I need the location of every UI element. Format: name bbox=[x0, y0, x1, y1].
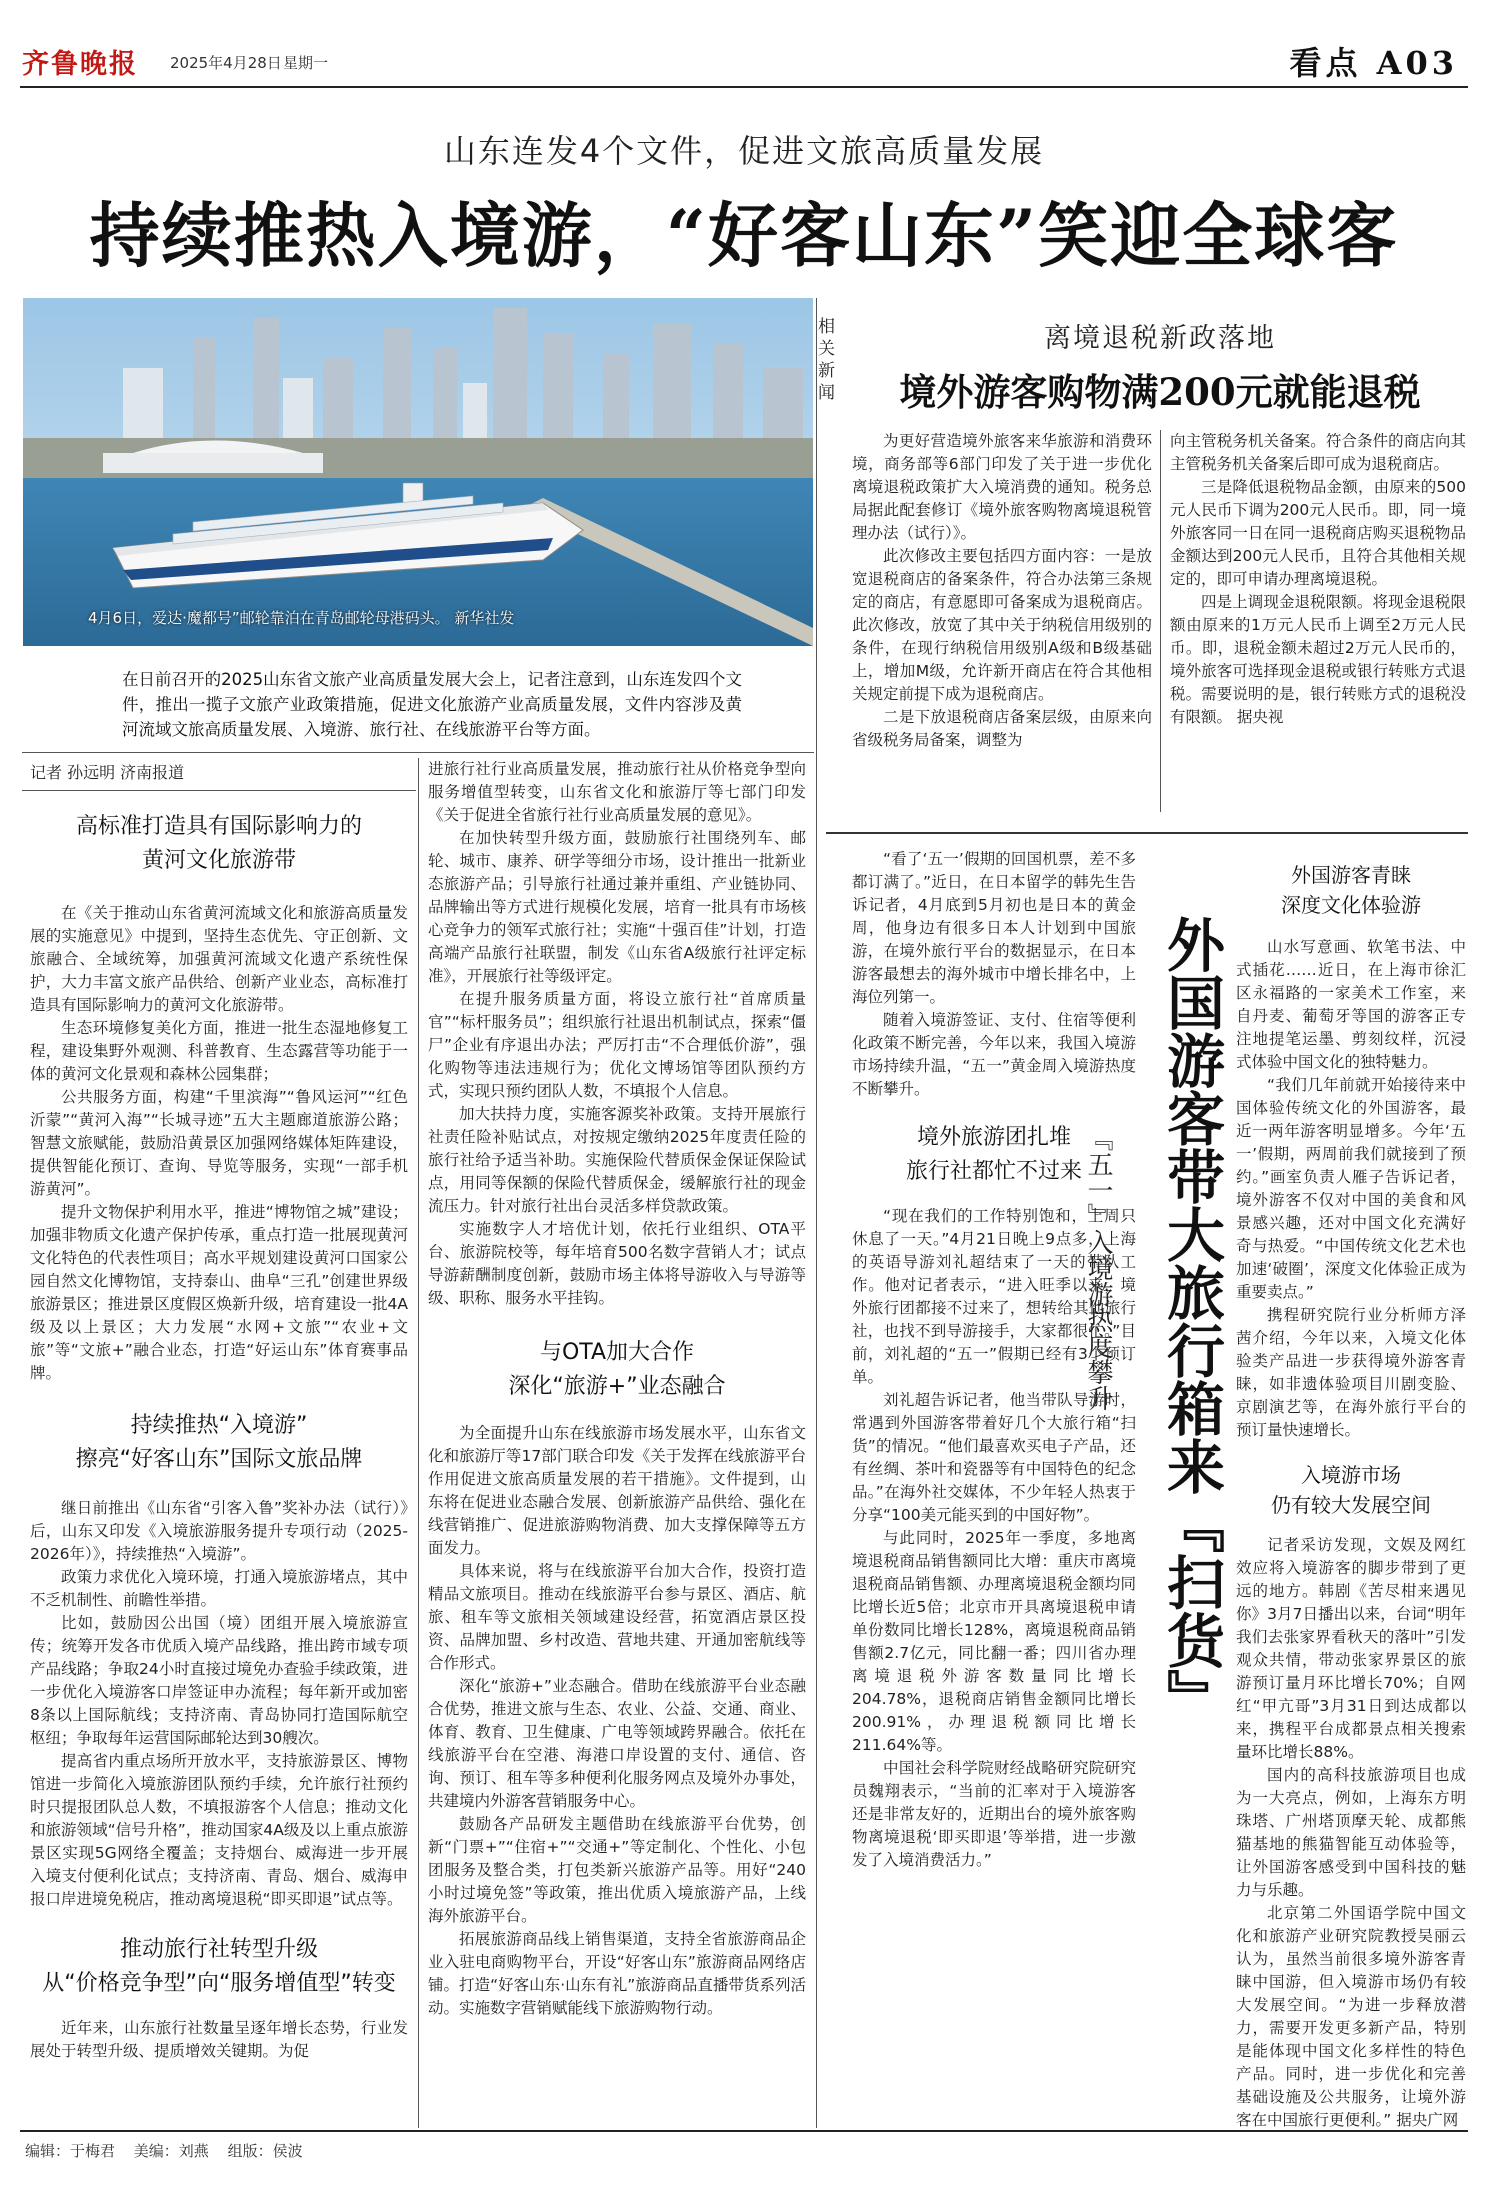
editor-credit: 编辑：于梅君 bbox=[25, 2142, 116, 2160]
designer-credit: 美编：刘燕 bbox=[133, 2142, 209, 2160]
article-body bbox=[30, 2017, 408, 2063]
paragraph: 四是上调现金退税限额。将现金退税限额由原来的1万元人民币上调至2万元人民币。即，退税金额未超过2万元人民币的，境外旅客可选择现金退税或银行转账方式退税。需要说明的是，银行转账方式的退税没有限额。 据央视 bbox=[1170, 593, 1466, 726]
article-body bbox=[428, 1422, 806, 2020]
related-column-b bbox=[1170, 430, 1466, 729]
paragraph: 比如，鼓励因公出国（境）团组开展入境旅游宣传；统筹开发各市优质入境产品线路，推出跨市域专项产品线路；争取24小时直接过境免办查验手续政策，进一步优化入境游客口岸签证申办流程；每年新开或加密8条以上国际航线；支持济南、青岛协同打造国际航空枢纽；争取每年运营国际邮轮达到30艘次。 bbox=[30, 1614, 408, 1747]
paragraph: 随着入境游签证、支付、住宿等便利化政策不断完善，今年以来，我国入境游市场持续升温，“五一”黄金周入境游热度不断攀升。 bbox=[852, 1011, 1136, 1098]
subheading-market: 入境游市场 仍有较大发展空间 bbox=[1271, 1463, 1431, 1517]
layout-credit: 组版：侯波 bbox=[227, 2142, 303, 2160]
subheading-yellow-river: 高标准打造具有国际影响力的 黄河文化旅游带 bbox=[75, 814, 362, 873]
related-column-a bbox=[852, 430, 1152, 752]
paragraph: 此次修改主要包括四方面内容：一是放宽退税商店的备案条件，符合办法第三条规定的商店，有意愿即可备案成为退税商店。此次修改，放宽了其中关于纳税信用级别的条件，在现行纳税信用级别A级和B级基础上，增加M级，允许新开商店在符合其他相关规定前提下成为退税商店。 bbox=[852, 547, 1152, 703]
page-section: 看点 A03 bbox=[1289, 44, 1458, 82]
related-headline: 境外游客购物满200元就能退税 bbox=[899, 370, 1421, 414]
paragraph: 二是下放退税商店备案层级，由原来向省级税务局备案，调整为 bbox=[852, 708, 1152, 749]
main-column-1 bbox=[30, 810, 408, 2063]
byline-rule bbox=[22, 790, 416, 791]
main-headline: 持续推热入境游，“好客山东”笑迎全球客 bbox=[89, 194, 1399, 277]
paragraph: 携程研究院行业分析师方泽茜介绍，今年以来，入境文化体验类产品进一步获得境外游客青睐，如非遗体验项目川剧变脸、京剧演艺等，在海外旅行平台的预订量快速增长。 bbox=[1236, 1306, 1466, 1439]
feature-vertical-title: 外国游客带大旅行箱来『扫货』 bbox=[1157, 915, 1225, 1727]
paragraph: “看了‘五一’假期的回国机票，差不多都订满了。”近日，在日本留学的韩先生告诉记者，4月底到5月初也是日本的黄金周，他身边有很多日本人计划到中国旅游，在境外旅行平台的数据显示，在日本游客最想去的海外城市中增长排名中，上海位列第一。 bbox=[852, 850, 1136, 1006]
paragraph: 在《关于推动山东省黄河流域文化和旅游高质量发展的实施意见》中提到，坚持生态优先、守正创新、文旅融合、全域统筹，加强黄河流域文化遗产系统性保护，大力丰富文旅产品供给、创新产业业态，高标准打造具有国际影响力的黄河文化旅游带。 bbox=[30, 904, 408, 1014]
paragraph: 国内的高科技旅游项目也成为一大亮点，例如，上海东方明珠塔、广州塔顶摩天轮、成都熊猫基地的熊猫智能互动体验等，让外国游客感受到中国科技的魅力与乐趣。 bbox=[1236, 1766, 1466, 1899]
paragraph: 进旅行社行业高质量发展，推动旅行社从价格竞争型向服务增值型转变，山东省文化和旅游厅等七部门印发《关于促进全省旅行社行业高质量发展的意见》。 bbox=[428, 760, 806, 824]
paragraph: 向主管税务机关备案。符合条件的商店向其主管税务机关备案后即可成为退税商店。 bbox=[1170, 432, 1466, 473]
feature-column-b bbox=[1236, 860, 1466, 2132]
cruise-illustration bbox=[23, 298, 813, 646]
related-news-label: 相关新闻 bbox=[818, 317, 835, 403]
paragraph: 为全面提升山东在线旅游市场发展水平，山东省文化和旅游厅等17部门联合印发《关于发挥在线旅游平台作用促进文旅高质量发展的若干措施》。文件提到，山东将在促进业态融合发展、创新旅游产品供给、强化在线营销推广、促进旅游购物消费、加大支撑保障等五方面发力。 bbox=[428, 1424, 806, 1557]
paragraph: 三是降低退税物品金额，由原来的500元人民币下调为200元人民币。即，同一境外旅客同一日在同一退税商店购买退税物品金额达到200元人民币，且符合其他相关规定的，即可申请办理离境退税。 bbox=[1170, 478, 1466, 588]
paragraph: 拓展旅游商品线上销售渠道，支持全省旅游商品企业入驻电商购物平台，开设“好客山东”旅游商品网络店铺。打造“好客山东·山东有礼”旅游商品直播带货系列活动。实施数字营销赋能线下旅游购物行动。 bbox=[428, 1930, 806, 2017]
subheading-ota: 与OTA加大合作 深化“旅游+”业态融合 bbox=[508, 1340, 726, 1399]
subheading-culture: 外国游客青睐 深度文化体验游 bbox=[1281, 863, 1421, 917]
subheading-inbound-travel: 持续推热“入境游” 擦亮“好客山东”国际文旅品牌 bbox=[75, 1413, 363, 1472]
paragraph: 具体来说，将与在线旅游平台加大合作，投资打造精品文旅项目。推动在线旅游平台参与景区、酒店、航旅、租车等文旅相关领域建设经营，拓宽酒店景区投资、品牌加盟、乡村改造、营地共建、开通加密航线等合作形式。 bbox=[428, 1562, 806, 1672]
related-kicker: 离境退税新政落地 bbox=[1044, 323, 1276, 354]
paragraph: 记者采访发现，文娱及网红效应将入境游客的脚步带到了更远的地方。韩剧《苦尽柑来遇见你》3月7日播出以来，台词“明年我们去张家界看秋天的落叶”引发观众共情，带动张家界景区的旅游预订量月环比增长70%；自网红“甲亢哥”3月31日到达成都以来，携程平台成都景点相关搜索量环比增长88%。 bbox=[1236, 1536, 1466, 1761]
paragraph: 近年来，山东旅行社数量呈逐年增长态势，行业发展处于转型升级、提质增效关键期。为促 bbox=[30, 2019, 408, 2060]
main-kicker: 山东连发4个文件，促进文旅高质量发展 bbox=[443, 132, 1045, 170]
photo-caption: 4月6日，爱达·魔都号”邮轮靠泊在青岛邮轮母港码头。 新华社发 bbox=[88, 609, 515, 627]
related-divider bbox=[1160, 430, 1161, 812]
paragraph: 公共服务方面，构建“千里滨海”“鲁风运河”“红色沂蒙”“黄河入海”“长城寻迹”五大主题廊道旅游公路；智慧文旅赋能，鼓励沿黄景区加强网络媒体矩阵建设，提供智能化预订、查询、导览等服务，实现“一部手机游黄河”。 bbox=[30, 1088, 408, 1198]
paragraph: 为更好营造境外旅客来华旅游和消费环境，商务部等6部门印发了关于进一步优化离境退税政策扩大入境消费的通知。税务总局据此配套修订《境外旅客购物离境退税管理办法（试行）》。 bbox=[852, 432, 1152, 542]
paragraph: 中国社会科学院财经战略研究院研究员魏翔表示，“当前的汇率对于入境游客还是非常友好的，近期出台的境外旅客购物离境退税‘即买即退’等举措，进一步激发了入境消费活力。” bbox=[852, 1759, 1136, 1869]
article-body bbox=[30, 902, 408, 1385]
paragraph: 继日前推出《山东省“引客入鲁”奖补办法（试行）》后，山东又印发《入境旅游服务提升专项行动（2025-2026年）》，持续推热“入境游”。 bbox=[30, 1499, 408, 1563]
paragraph: 在提升服务质量方面，将设立旅行社“首席质量官”“标杆服务员”；组织旅行社退出机制试点，探索“僵尸”企业有序退出办法；严厉打击“不合理低价游”，强化购物等违法违规行为；优化文博场馆等团队预约方式，实现只预约团队人数，不填报个人信息。 bbox=[428, 990, 806, 1100]
paragraph: 政策力求优化入境环境，打通入境旅游堵点，其中不乏机制性、前瞻性举措。 bbox=[30, 1568, 408, 1609]
paragraph: 实施数字人才培优计划，依托行业组织、OTA平台、旅游院校等，每年培育500名数字营销人才；试点导游薪酬制度创新，鼓励市场主体将导游收入与导游等级、职称、服务水平挂钩。 bbox=[428, 1220, 806, 1307]
paragraph: 提升文物保护利用水平，推进“博物馆之城”建设；加强非物质文化遗产保护传承，重点打造一批展现黄河文化特色的代表性项目；高水平规划建设黄河口国家公园自然文化博物馆，支持泰山、曲阜“三孔”创建世界级旅游景区；推进景区度假区焕新升级，培育建设一批4A级及以上景区；大力发展“水网+文旅”“农业+文旅”等“文旅+”融合业态，打造“好运山东”体育赛事品牌。 bbox=[30, 1203, 408, 1382]
paragraph: 加大扶持力度，实施客源奖补政策。支持开展旅行社责任险补贴试点，对按规定缴纳2025年度责任险的旅行社给予适当补助。实施保险代替质保金保证保险试点，用同等保额的保险代替质保金，缓解旅行社的现金流压力。针对旅行社出台灵活多样贷款政策。 bbox=[428, 1105, 806, 1215]
paragraph: 深化“旅游+”业态融合。借助在线旅游平台业态融合优势，推进文旅与生态、农业、公益、交通、商业、体育、教育、卫生健康、广电等领域跨界融合。依托在线旅游平台在空港、海港口岸设置的支付、通信、咨询、预订、租车等多种便利化服务网点及境外办事处，共建境内外游客营销服务中心。 bbox=[428, 1677, 806, 1810]
issue-weekday: 星期一 bbox=[283, 54, 329, 72]
newspaper-logo: 齐鲁晚报 bbox=[22, 49, 138, 80]
paragraph: 生态环境修复美化方面，推进一批生态湿地修复工程，建设集野外观测、科普教育、生态露营等功能于一体的黄河文化景观和森林公园集群； bbox=[30, 1019, 408, 1083]
paragraph: 提高省内重点场所开放水平，支持旅游景区、博物馆进一步简化入境旅游团队预约手续，允许旅行社预约时只提报团队总人数，不填报游客个人信息；推动文化和旅游领域“信号升格”，推动国家4A级及以上重点旅游景区实现5G网络全覆盖；支持烟台、威海进一步开展入境支付便利化试点；支持济南、青岛、烟台、威海申报口岸进境免税店，推动离境退税“即买即退”试点等。 bbox=[30, 1752, 408, 1908]
paragraph: 与此同时，2025年一季度，多地离境退税商品销售额同比大增：重庆市离境退税商品销售额、办理离境退税金额均同比增长近5倍；北京市开具离境退税申请单份数同比增长128%，离境退税商品销售额2.7亿元，同比翻一番；四川省办理离境退税外游客数量同比增长204.78%，退税商店销售金额同比增长200.91%，办理退税额同比增长211.64%等。 bbox=[852, 1529, 1136, 1754]
article-body bbox=[30, 1497, 408, 1911]
subheading-tour-groups: 境外旅游团扎堆 旅行社都忙不过来 bbox=[905, 1125, 1082, 1184]
lead-bottom-rule bbox=[22, 752, 814, 753]
paragraph: 鼓励各产品研发主题借助在线旅游平台优势，创新“门票+”“住宿+”“交通+”等定制化、个性化、小包团服务及整合类，打包类新兴旅游产品等。用好“240小时过境免签”等政策，推出优质入境旅游产品，上线海外旅游平台。 bbox=[428, 1815, 806, 1925]
paragraph: 北京第二外国语学院中国文化和旅游产业研究院教授吴丽云认为，虽然当前很多境外游客青睐中国游，但入境游市场仍有较大发展空间。“为进一步释放潜力，需要开发更多新产品，特别是能体现中国文化多样性的特色产品。同时，进一步优化和完善基础设施及公共服务，让境外游客在中国旅行更便利。” 据央广网 bbox=[1236, 1904, 1466, 2129]
feature-vertical-subtitle: 『五一』入境游热度攀升 bbox=[1083, 1125, 1113, 1411]
section-divider bbox=[816, 298, 817, 2128]
paragraph: 刘礼超告诉记者，他当带队导游时，常遇到外国游客带着好几个大旅行箱“扫货”的情况。“他们最喜欢买电子产品，还有丝绸、茶叶和瓷器等有中国特色的纪念品。”在海外社交媒体，不少年轻人热衷于分享“100美元能买到的中国好物”。 bbox=[852, 1391, 1136, 1524]
issue-date: 2025年4月28日 bbox=[170, 54, 282, 72]
paragraph: “现在我们的工作特别饱和，上周只休息了一天。”4月21日晚上9点多，上海的英语导游刘礼超结束了一天的带队工作。他对记者表示，“进入旺季以来，境外旅行团都接不过来了，想转给其他旅行社，也找不到导游接手，大家都很忙。”目前，刘礼超的“五一”假期已经有3个预订单。 bbox=[852, 1207, 1136, 1386]
masthead-rule bbox=[20, 86, 1468, 88]
column-divider bbox=[418, 758, 419, 2128]
related-bottom-rule bbox=[826, 832, 1468, 834]
subheading-travel-agency: 推动旅行社转型升级 从“价格竞争型”向“服务增值型”转变 bbox=[42, 1937, 396, 1996]
paragraph: 山水写意画、软笔书法、中式插花……近日，在上海市徐汇区永福路的一家美术工作室，来自丹麦、葡萄牙等国的游客正专注地提笔运墨、剪刻纹样，沉浸式体验中国文化的独特魅力。 bbox=[1236, 938, 1466, 1071]
footer-rule bbox=[20, 2130, 1468, 2132]
article-body bbox=[428, 758, 806, 1310]
cruise-photo bbox=[23, 298, 813, 646]
paragraph: “我们几年前就开始接待来中国体验传统文化的外国游客，最近一两年游客明显增多。今年‘五一’假期，两周前我们就接到了预约。”画室负责人雁子告诉记者，境外游客不仅对中国的美食和风景感兴趣，还对中国文化充满好奇与热爱。“中国传统文化艺术也加速‘破圈’，深度文化体验正成为重要卖点。” bbox=[1236, 1076, 1466, 1301]
main-column-2 bbox=[428, 758, 806, 2020]
byline: 记者 孙远明 济南报道 bbox=[30, 763, 185, 782]
footer-credits bbox=[25, 2140, 317, 2161]
paragraph: 在加快转型升级方面，鼓励旅行社围绕列车、邮轮、城市、康养、研学等细分市场，设计推出一批新业态旅游产品；引导旅行社通过兼并重组、产业链协同、品牌输出等方式进行规模化发展，培育一批具有市场核心竞争力的领军式旅行社；实施“十强百佳”计划，打造高端产品旅行社联盟，制发《山东省A级旅行社评定标准》，开展旅行社等级评定。 bbox=[428, 829, 806, 985]
lead-paragraph: 在日前召开的2025山东省文旅产业高质量发展大会上，记者注意到，山东连发四个文件，推出一揽子文旅产业政策措施，促进文化旅游产业高质量发展，文件内容涉及黄河流域文旅高质量发展、入境游、旅行社、在线旅游平台等方面。 bbox=[122, 670, 742, 739]
